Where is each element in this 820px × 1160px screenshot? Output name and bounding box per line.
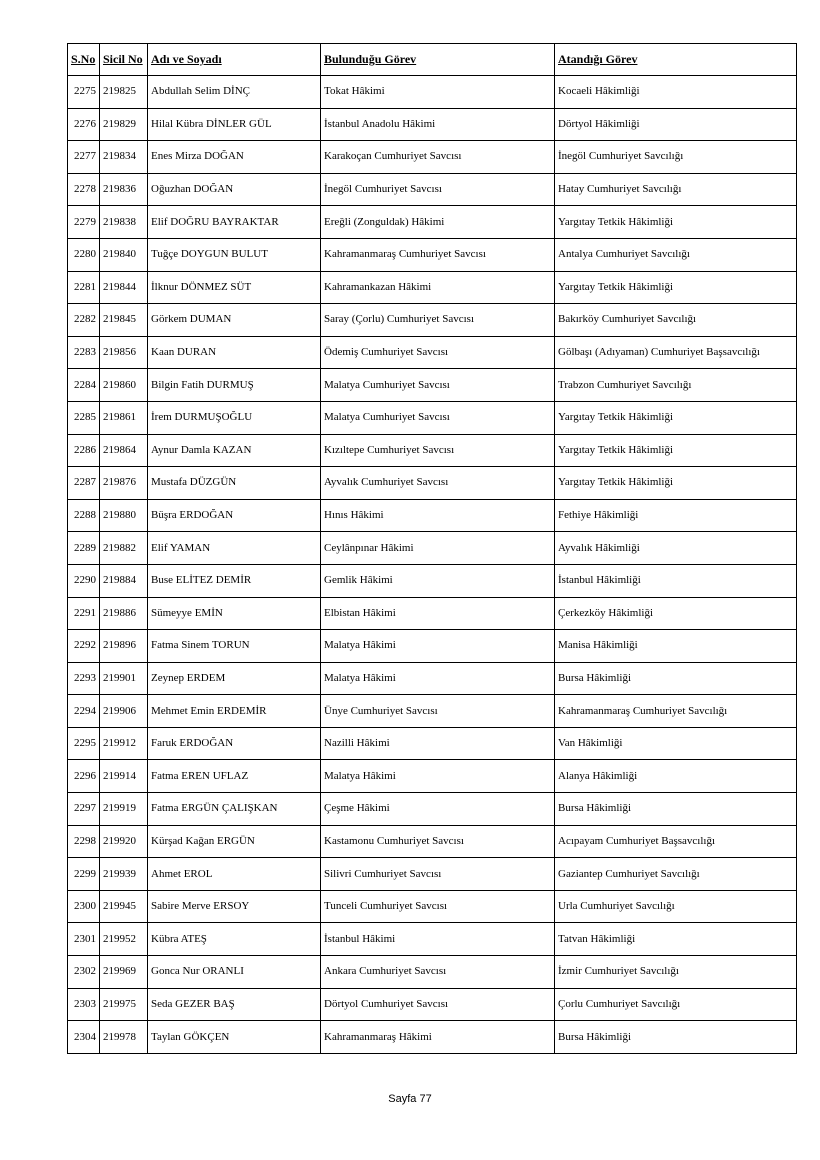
cell-current-post: Silivri Cumhuriyet Savcısı bbox=[321, 858, 555, 891]
cell-current-post: Elbistan Hâkimi bbox=[321, 597, 555, 630]
cell-sno: 2288 bbox=[68, 499, 100, 532]
cell-sno: 2303 bbox=[68, 988, 100, 1021]
cell-current-post: Kızıltepe Cumhuriyet Savcısı bbox=[321, 434, 555, 467]
cell-name: Enes Mirza DOĞAN bbox=[148, 141, 321, 174]
cell-sicil-no: 219919 bbox=[100, 793, 148, 826]
cell-current-post: Kahramanmaraş Cumhuriyet Savcısı bbox=[321, 238, 555, 271]
table-row bbox=[68, 956, 797, 989]
cell-sno: 2278 bbox=[68, 173, 100, 206]
table-row bbox=[68, 923, 797, 956]
table-row bbox=[68, 662, 797, 695]
cell-name: Aynur Damla KAZAN bbox=[148, 434, 321, 467]
cell-current-post: Ayvalık Cumhuriyet Savcısı bbox=[321, 467, 555, 500]
cell-sicil-no: 219860 bbox=[100, 369, 148, 402]
cell-name: Kaan DURAN bbox=[148, 336, 321, 369]
cell-name: Oğuzhan DOĞAN bbox=[148, 173, 321, 206]
cell-sno: 2284 bbox=[68, 369, 100, 402]
cell-current-post: İnegöl Cumhuriyet Savcısı bbox=[321, 173, 555, 206]
cell-sno: 2285 bbox=[68, 401, 100, 434]
cell-sno: 2297 bbox=[68, 793, 100, 826]
cell-current-post: Kahramanmaraş Hâkimi bbox=[321, 1021, 555, 1054]
cell-sicil-no: 219945 bbox=[100, 890, 148, 923]
cell-current-post: Kastamonu Cumhuriyet Savcısı bbox=[321, 825, 555, 858]
cell-name: Taylan GÖKÇEN bbox=[148, 1021, 321, 1054]
table-row bbox=[68, 630, 797, 663]
header-sicil-no: Sicil No bbox=[100, 44, 148, 76]
cell-assigned-post: Fethiye Hâkimliği bbox=[555, 499, 797, 532]
cell-sno: 2282 bbox=[68, 304, 100, 337]
cell-name: İrem DURMUŞOĞLU bbox=[148, 401, 321, 434]
cell-current-post: Gemlik Hâkimi bbox=[321, 564, 555, 597]
cell-assigned-post: Yargıtay Tetkik Hâkimliği bbox=[555, 271, 797, 304]
cell-sno: 2294 bbox=[68, 695, 100, 728]
table-row bbox=[68, 532, 797, 565]
table-row bbox=[68, 173, 797, 206]
cell-sicil-no: 219829 bbox=[100, 108, 148, 141]
cell-assigned-post: Tatvan Hâkimliği bbox=[555, 923, 797, 956]
table-row bbox=[68, 499, 797, 532]
appointment-table bbox=[67, 43, 797, 1054]
cell-current-post: İstanbul Anadolu Hâkimi bbox=[321, 108, 555, 141]
cell-sicil-no: 219845 bbox=[100, 304, 148, 337]
table-row bbox=[68, 434, 797, 467]
cell-assigned-post: Alanya Hâkimliği bbox=[555, 760, 797, 793]
cell-sicil-no: 219836 bbox=[100, 173, 148, 206]
cell-current-post: Karakoçan Cumhuriyet Savcısı bbox=[321, 141, 555, 174]
cell-current-post: Kahramankazan Hâkimi bbox=[321, 271, 555, 304]
cell-name: Görkem DUMAN bbox=[148, 304, 321, 337]
cell-sicil-no: 219920 bbox=[100, 825, 148, 858]
cell-name: Gonca Nur ORANLI bbox=[148, 956, 321, 989]
cell-name: Bilgin Fatih DURMUŞ bbox=[148, 369, 321, 402]
cell-sicil-no: 219914 bbox=[100, 760, 148, 793]
cell-assigned-post: Kocaeli Hâkimliği bbox=[555, 76, 797, 109]
cell-sicil-no: 219834 bbox=[100, 141, 148, 174]
cell-sicil-no: 219882 bbox=[100, 532, 148, 565]
cell-current-post: Hınıs Hâkimi bbox=[321, 499, 555, 532]
cell-sno: 2295 bbox=[68, 727, 100, 760]
cell-sno: 2292 bbox=[68, 630, 100, 663]
cell-current-post: Ünye Cumhuriyet Savcısı bbox=[321, 695, 555, 728]
table-row bbox=[68, 793, 797, 826]
cell-sicil-no: 219975 bbox=[100, 988, 148, 1021]
cell-sicil-no: 219912 bbox=[100, 727, 148, 760]
cell-sicil-no: 219856 bbox=[100, 336, 148, 369]
cell-name: Fatma EREN UFLAZ bbox=[148, 760, 321, 793]
cell-assigned-post: İzmir Cumhuriyet Savcılığı bbox=[555, 956, 797, 989]
table-row bbox=[68, 695, 797, 728]
cell-sicil-no: 219876 bbox=[100, 467, 148, 500]
cell-sicil-no: 219978 bbox=[100, 1021, 148, 1054]
cell-current-post: Saray (Çorlu) Cumhuriyet Savcısı bbox=[321, 304, 555, 337]
page-number: Sayfa 77 bbox=[388, 1093, 432, 1105]
cell-assigned-post: Hatay Cumhuriyet Savcılığı bbox=[555, 173, 797, 206]
cell-name: İlknur DÖNMEZ SÜT bbox=[148, 271, 321, 304]
cell-name: Sabire Merve ERSOY bbox=[148, 890, 321, 923]
cell-current-post: Ceylânpınar Hâkimi bbox=[321, 532, 555, 565]
table-row bbox=[68, 467, 797, 500]
cell-sno: 2301 bbox=[68, 923, 100, 956]
cell-sno: 2298 bbox=[68, 825, 100, 858]
cell-assigned-post: Ayvalık Hâkimliği bbox=[555, 532, 797, 565]
cell-assigned-post: Van Hâkimliği bbox=[555, 727, 797, 760]
cell-name: Seda GEZER BAŞ bbox=[148, 988, 321, 1021]
cell-sno: 2289 bbox=[68, 532, 100, 565]
cell-name: Ahmet EROL bbox=[148, 858, 321, 891]
cell-name: Tuğçe DOYGUN BULUT bbox=[148, 238, 321, 271]
cell-current-post: Nazilli Hâkimi bbox=[321, 727, 555, 760]
cell-assigned-post: Bursa Hâkimliği bbox=[555, 662, 797, 695]
table-row bbox=[68, 858, 797, 891]
cell-sno: 2296 bbox=[68, 760, 100, 793]
cell-current-post: Tokat Hâkimi bbox=[321, 76, 555, 109]
cell-sno: 2275 bbox=[68, 76, 100, 109]
cell-sicil-no: 219840 bbox=[100, 238, 148, 271]
cell-name: Kübra ATEŞ bbox=[148, 923, 321, 956]
cell-assigned-post: Yargıtay Tetkik Hâkimliği bbox=[555, 206, 797, 239]
cell-sicil-no: 219838 bbox=[100, 206, 148, 239]
cell-assigned-post: Bursa Hâkimliği bbox=[555, 1021, 797, 1054]
table-row bbox=[68, 304, 797, 337]
table-row bbox=[68, 238, 797, 271]
cell-sno: 2276 bbox=[68, 108, 100, 141]
cell-assigned-post: Antalya Cumhuriyet Savcılığı bbox=[555, 238, 797, 271]
table-row bbox=[68, 1021, 797, 1054]
cell-sicil-no: 219884 bbox=[100, 564, 148, 597]
cell-sno: 2283 bbox=[68, 336, 100, 369]
table-row bbox=[68, 76, 797, 109]
cell-sicil-no: 219844 bbox=[100, 271, 148, 304]
cell-name: Fatma Sinem TORUN bbox=[148, 630, 321, 663]
cell-current-post: Malatya Hâkimi bbox=[321, 760, 555, 793]
cell-sicil-no: 219952 bbox=[100, 923, 148, 956]
table-header-row bbox=[68, 44, 797, 76]
cell-assigned-post: Urla Cumhuriyet Savcılığı bbox=[555, 890, 797, 923]
table-row bbox=[68, 727, 797, 760]
cell-name: Elif YAMAN bbox=[148, 532, 321, 565]
cell-assigned-post: Bursa Hâkimliği bbox=[555, 793, 797, 826]
cell-current-post: Malatya Cumhuriyet Savcısı bbox=[321, 369, 555, 402]
cell-assigned-post: Dörtyol Hâkimliği bbox=[555, 108, 797, 141]
cell-sicil-no: 219901 bbox=[100, 662, 148, 695]
cell-sno: 2277 bbox=[68, 141, 100, 174]
cell-sno: 2280 bbox=[68, 238, 100, 271]
header-name: Adı ve Soyadı bbox=[148, 44, 321, 76]
cell-assigned-post: Çerkezköy Hâkimliği bbox=[555, 597, 797, 630]
cell-assigned-post: Yargıtay Tetkik Hâkimliği bbox=[555, 401, 797, 434]
cell-current-post: Dörtyol Cumhuriyet Savcısı bbox=[321, 988, 555, 1021]
cell-name: Zeynep ERDEM bbox=[148, 662, 321, 695]
header-current-post: Bulunduğu Görev bbox=[321, 44, 555, 76]
cell-assigned-post: Manisa Hâkimliği bbox=[555, 630, 797, 663]
cell-sno: 2290 bbox=[68, 564, 100, 597]
cell-current-post: İstanbul Hâkimi bbox=[321, 923, 555, 956]
cell-sno: 2281 bbox=[68, 271, 100, 304]
cell-name: Büşra ERDOĞAN bbox=[148, 499, 321, 532]
cell-sicil-no: 219861 bbox=[100, 401, 148, 434]
cell-sicil-no: 219886 bbox=[100, 597, 148, 630]
cell-assigned-post: Gaziantep Cumhuriyet Savcılığı bbox=[555, 858, 797, 891]
cell-assigned-post: Bakırköy Cumhuriyet Savcılığı bbox=[555, 304, 797, 337]
cell-current-post: Çeşme Hâkimi bbox=[321, 793, 555, 826]
cell-name: Sümeyye EMİN bbox=[148, 597, 321, 630]
cell-sno: 2286 bbox=[68, 434, 100, 467]
cell-assigned-post: Acıpayam Cumhuriyet Başsavcılığı bbox=[555, 825, 797, 858]
cell-sno: 2291 bbox=[68, 597, 100, 630]
cell-sicil-no: 219880 bbox=[100, 499, 148, 532]
cell-sicil-no: 219864 bbox=[100, 434, 148, 467]
cell-sicil-no: 219969 bbox=[100, 956, 148, 989]
cell-assigned-post: İstanbul Hâkimliği bbox=[555, 564, 797, 597]
table-row bbox=[68, 271, 797, 304]
cell-assigned-post: Çorlu Cumhuriyet Savcılığı bbox=[555, 988, 797, 1021]
cell-name: Hilal Kübra DİNLER GÜL bbox=[148, 108, 321, 141]
cell-assigned-post: Gölbaşı (Adıyaman) Cumhuriyet Başsavcılığı bbox=[555, 336, 797, 369]
cell-sicil-no: 219825 bbox=[100, 76, 148, 109]
cell-name: Abdullah Selim DİNÇ bbox=[148, 76, 321, 109]
table-row bbox=[68, 336, 797, 369]
cell-sno: 2299 bbox=[68, 858, 100, 891]
cell-name: Fatma ERGÜN ÇALIŞKAN bbox=[148, 793, 321, 826]
table-row bbox=[68, 369, 797, 402]
cell-sno: 2304 bbox=[68, 1021, 100, 1054]
cell-name: Mehmet Emin ERDEMİR bbox=[148, 695, 321, 728]
cell-current-post: Ankara Cumhuriyet Savcısı bbox=[321, 956, 555, 989]
cell-current-post: Malatya Hâkimi bbox=[321, 630, 555, 663]
cell-name: Mustafa DÜZGÜN bbox=[148, 467, 321, 500]
cell-assigned-post: İnegöl Cumhuriyet Savcılığı bbox=[555, 141, 797, 174]
cell-sno: 2279 bbox=[68, 206, 100, 239]
cell-assigned-post: Yargıtay Tetkik Hâkimliği bbox=[555, 467, 797, 500]
header-sno: S.No bbox=[68, 44, 100, 76]
table-row bbox=[68, 890, 797, 923]
cell-sno: 2287 bbox=[68, 467, 100, 500]
cell-name: Faruk ERDOĞAN bbox=[148, 727, 321, 760]
cell-current-post: Malatya Cumhuriyet Savcısı bbox=[321, 401, 555, 434]
cell-assigned-post: Kahramanmaraş Cumhuriyet Savcılığı bbox=[555, 695, 797, 728]
table-row bbox=[68, 206, 797, 239]
table-body bbox=[68, 76, 797, 1054]
table-row bbox=[68, 108, 797, 141]
cell-sno: 2300 bbox=[68, 890, 100, 923]
cell-assigned-post: Yargıtay Tetkik Hâkimliği bbox=[555, 434, 797, 467]
cell-current-post: Tunceli Cumhuriyet Savcısı bbox=[321, 890, 555, 923]
table-row bbox=[68, 141, 797, 174]
cell-sno: 2302 bbox=[68, 956, 100, 989]
cell-sicil-no: 219906 bbox=[100, 695, 148, 728]
cell-name: Buse ELİTEZ DEMİR bbox=[148, 564, 321, 597]
cell-current-post: Malatya Hâkimi bbox=[321, 662, 555, 695]
cell-sicil-no: 219939 bbox=[100, 858, 148, 891]
cell-name: Kürşad Kağan ERGÜN bbox=[148, 825, 321, 858]
header-assigned-post: Atandığı Görev bbox=[555, 44, 797, 76]
table-row bbox=[68, 564, 797, 597]
table-row bbox=[68, 401, 797, 434]
table-row bbox=[68, 825, 797, 858]
cell-current-post: Ereğli (Zonguldak) Hâkimi bbox=[321, 206, 555, 239]
cell-current-post: Ödemiş Cumhuriyet Savcısı bbox=[321, 336, 555, 369]
table-row bbox=[68, 597, 797, 630]
cell-name: Elif DOĞRU BAYRAKTAR bbox=[148, 206, 321, 239]
cell-sno: 2293 bbox=[68, 662, 100, 695]
cell-assigned-post: Trabzon Cumhuriyet Savcılığı bbox=[555, 369, 797, 402]
cell-sicil-no: 219896 bbox=[100, 630, 148, 663]
table-row bbox=[68, 988, 797, 1021]
table-row bbox=[68, 760, 797, 793]
